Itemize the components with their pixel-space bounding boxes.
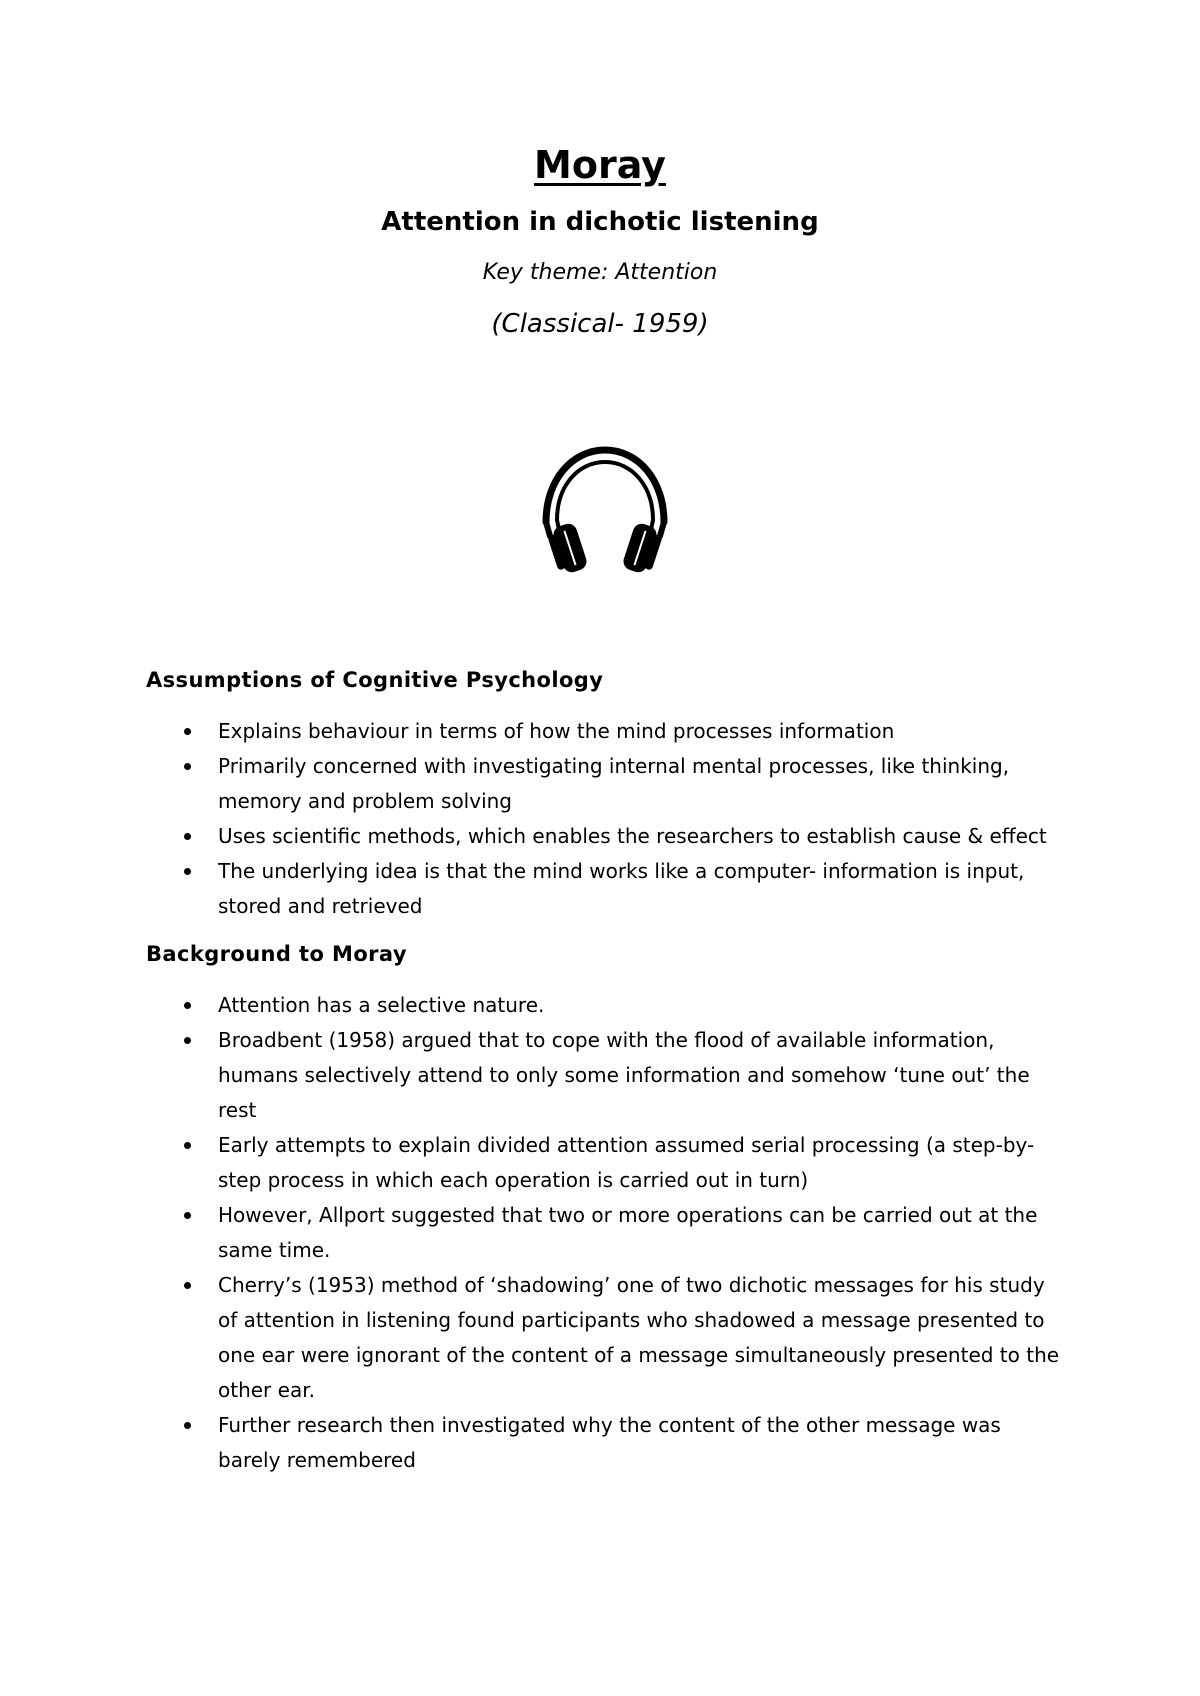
key-theme: Key theme: Attention bbox=[482, 260, 718, 285]
list-item-text: Further research then investigated why the content of the other message was barely remembered bbox=[218, 1413, 1001, 1472]
bullet-icon bbox=[184, 1142, 191, 1149]
assumptions-heading: Assumptions of Cognitive Psychology bbox=[146, 668, 604, 692]
list-item-text: Early attempts to explain divided attention assumed serial processing (a step-by-step process in which each operation is carried out in turn) bbox=[218, 1133, 1035, 1192]
assumptions-section bbox=[146, 666, 1066, 924]
list-item-text: Broadbent (1958) argued that to cope with the flood of available information, humans selectively attend to only some information and somehow ‘tune out’ the rest bbox=[218, 1028, 1030, 1122]
bullet-icon bbox=[184, 728, 191, 735]
background-heading: Background to Moray bbox=[146, 942, 407, 966]
list-item-text: Attention has a selective nature. bbox=[218, 993, 545, 1017]
list-item-text: Primarily concerned with investigating internal mental processes, like thinking, memory and problem solving bbox=[218, 754, 1010, 813]
list-item-text: However, Allport suggested that two or more operations can be carried out at the same time. bbox=[218, 1203, 1038, 1262]
list-item bbox=[146, 1408, 1066, 1478]
list-item-text: Cherry’s (1953) method of ‘shadowing’ one of two dichotic messages for his study of attention in listening found participants who shadowed a message presented to one ear were ignorant of the content of a message simultaneously presented to the other ear. bbox=[218, 1273, 1060, 1402]
list-item bbox=[146, 1023, 1066, 1128]
background-list bbox=[146, 988, 1066, 1478]
bullet-icon bbox=[184, 833, 191, 840]
list-item-text: Explains behaviour in terms of how the mind processes information bbox=[218, 719, 895, 743]
study-classification: (Classical- 1959) bbox=[491, 309, 709, 339]
bullet-icon bbox=[184, 1282, 191, 1289]
list-item-text: Uses scientific methods, which enables the researchers to establish cause & effect bbox=[218, 824, 1047, 848]
list-item bbox=[146, 1268, 1066, 1408]
page-subtitle: Attention in dichotic listening bbox=[381, 207, 819, 237]
headphones-icon bbox=[540, 440, 670, 575]
bullet-icon bbox=[184, 1212, 191, 1219]
list-item bbox=[146, 854, 1066, 924]
assumptions-list bbox=[146, 714, 1066, 924]
bullet-icon bbox=[184, 763, 191, 770]
bullet-icon bbox=[184, 1037, 191, 1044]
bullet-icon bbox=[184, 868, 191, 875]
list-item bbox=[146, 1128, 1066, 1198]
background-section bbox=[146, 940, 1066, 1478]
list-item bbox=[146, 714, 1066, 749]
list-item bbox=[146, 988, 1066, 1023]
bullet-icon bbox=[184, 1002, 191, 1009]
list-item-text: The underlying idea is that the mind works like a computer- information is input, stored and retrieved bbox=[218, 859, 1025, 918]
list-item bbox=[146, 1198, 1066, 1268]
bullet-icon bbox=[184, 1422, 191, 1429]
list-item bbox=[146, 819, 1066, 854]
list-item bbox=[146, 749, 1066, 819]
page-title: Moray bbox=[534, 143, 666, 187]
